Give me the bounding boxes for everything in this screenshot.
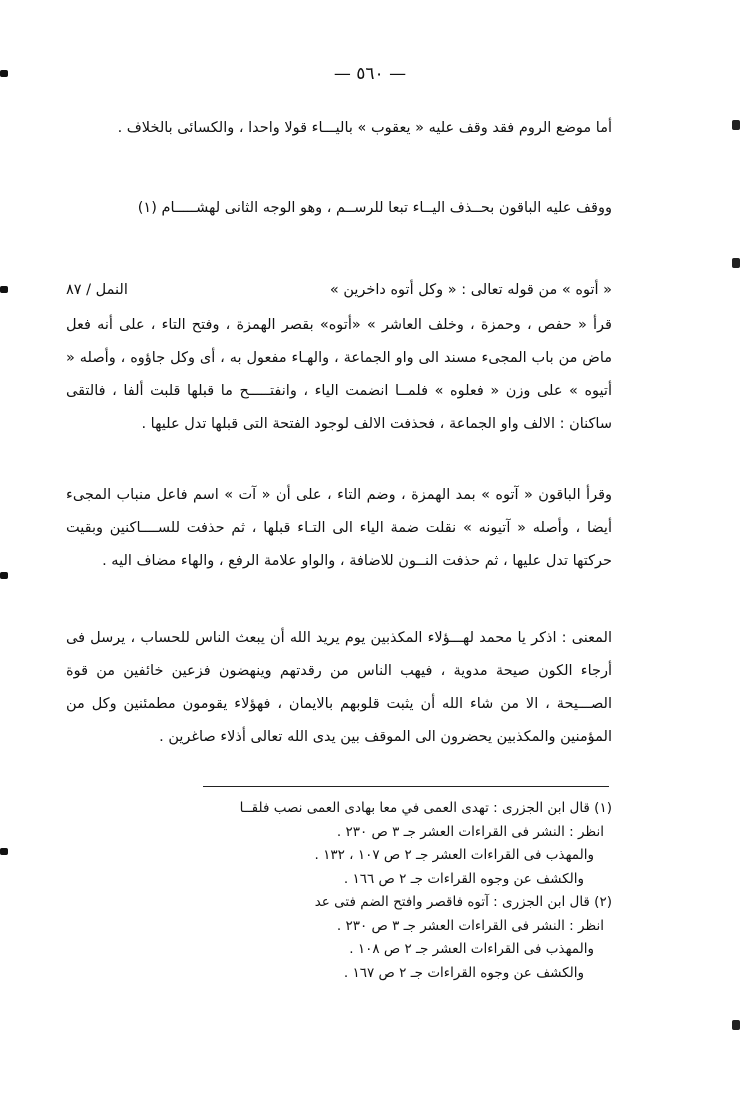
footnote-line: انظر : النشر فى القراءات العشر جـ ٣ ص ٢٣٠ . (336, 917, 604, 934)
footnote-divider (203, 786, 609, 787)
paragraph-3: قرأ « حفص ، وحمزة ، وخلف العاشر » «أتوه» بقصر الهمزة ، وفتح التاء ، على أنه فعل ماض من باب المجىء مسند الى واو الجماعة ، والهـاء مفعول به ، أى وكل جاؤوه ، وأصله « أتيوه » على وزن « فعلوه » فلمــا انضمت الياء ، وانفتـــــح ما قبلها قلبت ألفا ، فالتقى ساكنان : الالف واو الجماعة ، فحذفت الالف لوجود الفتحة التى قبلها تدل عليها . (66, 317, 612, 432)
scan-mark (0, 572, 8, 579)
footnote-line: والكشف عن وجوه القراءات جـ ٢ ص ١٦٦ . (343, 870, 584, 887)
footnote-line: (٢) قال ابن الجزرى : آتوه فاقصر وافتح الضم فتى عد (314, 894, 612, 910)
scan-mark (732, 1020, 740, 1030)
paragraph-5: المعنى : اذكر يا محمد لهـــؤلاء المكذبين يوم يريد الله أن يبعث الناس للحساب ، يرسل فى أرجاء الكون صيحة مدوية ، فيهب الناس من رقدتهم وينهضون فزعين خائفين من قوة الصـــيحة ، الا من شاء الله أن يثبت قلوبهم بالايمان ، فهؤلاء يقومون مطمئنين وكل من المؤمنين والمكذبين يحضرون الى الموقف بين يدى الله تعالى أذلاء صاغرين . (66, 630, 612, 745)
footnote-line: انظر : النشر فى القراءات العشر جـ ٣ ص ٢٣٠ . (336, 823, 604, 840)
verse-text: « أتوه » من قوله تعالى : « وكل أتوه داخرين » (329, 282, 612, 298)
page-number: — ٥٦٠ — (333, 64, 407, 84)
verse-reference: النمل / ٨٧ (66, 282, 128, 298)
paragraph-4: وقرأ الباقون « آتوه » بمد الهمزة ، وضم التاء ، على أن « آت » اسم فاعل منباب المجىء أيضا ، وأصله « آتيونه » نقلت ضمة الياء الى التـاء قبلها ، ثم حذفت للســــاكنين وبقيت حركتها تدل عليها ، ثم حذفت النــون للاضافة ، والواو علامة الرفع ، والهاء مضاف اليه . (66, 487, 612, 569)
footnote-line: والمهذب فى القراءات العشر جـ ٢ ص ١٠٨ . (349, 941, 594, 957)
footnote-line: (١) قال ابن الجزرى : تهدى العمى في معا بهادى العمى نصب فلقــا (239, 800, 612, 816)
paragraph-1: أما موضع الروم فقد وقف عليه « يعقوب » باليـــاء قولا واحدا ، والكسائى بالخلاف . (117, 120, 612, 136)
footnote-line: والمهذب فى القراءات العشر جـ ٢ ص ١٠٧ ، ١٣٢ . (314, 847, 594, 863)
footnote-line: والكشف عن وجوه القراءات جـ ٢ ص ١٦٧ . (343, 964, 584, 981)
scan-mark (0, 848, 8, 855)
scan-mark (732, 258, 740, 268)
scan-mark (732, 120, 740, 130)
verse-line (66, 274, 612, 307)
scan-mark (0, 286, 8, 293)
paragraph-2: ووقف عليه الباقون بحــذف اليــاء تبعا للرســم ، وهو الوجه الثانى لهشـــــام (١) (137, 200, 612, 216)
footnotes (150, 797, 612, 985)
